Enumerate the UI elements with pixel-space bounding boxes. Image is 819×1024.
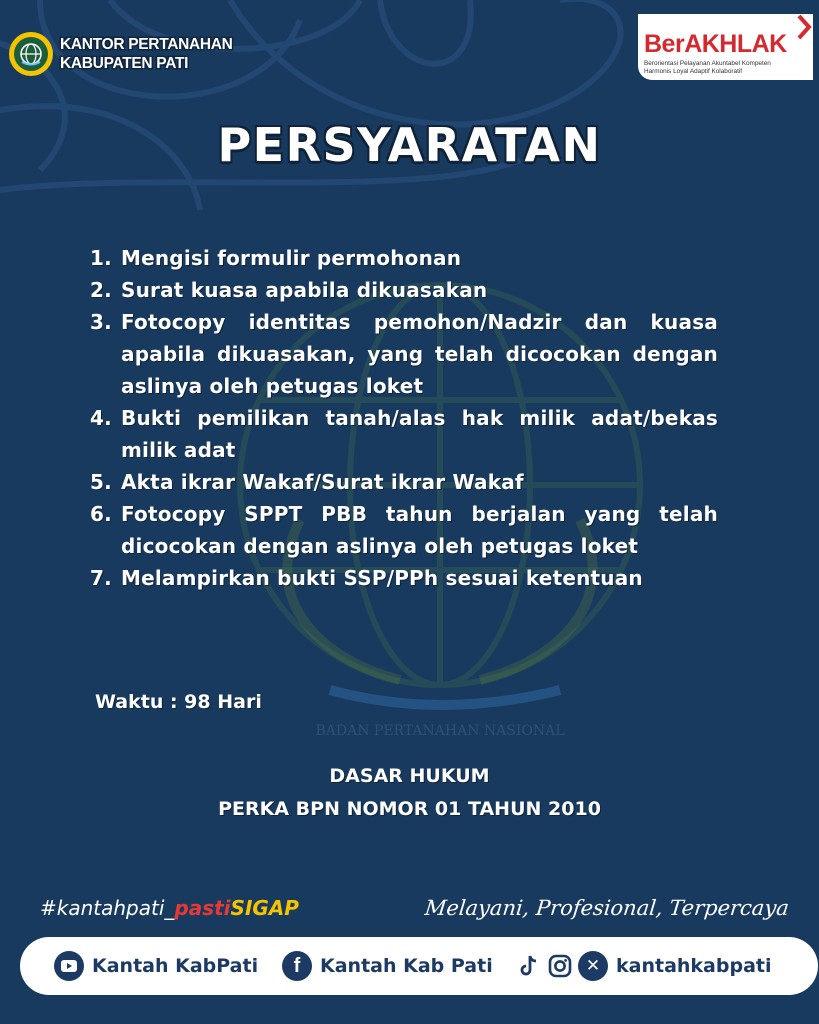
processing-time: Waktu : 98 Hari [95,691,262,713]
list-item [90,402,718,466]
handle-links[interactable] [516,937,772,995]
list-item-number: 5. [90,470,112,494]
requirements-list [90,242,718,594]
list-item [90,242,718,274]
list-item-text: Mengisi formulir permohonan [121,246,462,270]
berakhlak-badge [638,14,813,80]
watermark-text: BADAN PERTANAHAN NASIONAL [315,723,565,739]
list-item-number: 2. [90,278,112,302]
page-title: PERSYARATAN [217,118,602,172]
list-item-number: 6. [90,502,112,526]
list-item-text: Fotocopy identitas pemohon/Nadzir dan kuasa apabila dikuasakan, yang telah dicocokan dengan aslinya oleh petugas loket [121,310,718,398]
handle-label: kantahkabpati [616,955,772,977]
list-item-number: 4. [90,406,112,430]
tiktok-icon[interactable] [516,951,542,981]
social-media-bar [20,937,818,995]
office-name-line2: KABUPATEN PATI [60,55,189,72]
office-branding [8,28,233,80]
berakhlak-tagline-2: Harmonis Loyal Adaptif Kolaboratif [644,68,743,75]
motto: Melayani, Profesional, Terpercaya [423,896,791,920]
berakhlak-wordmark: BerAKHLAK [644,30,787,58]
list-item [90,466,718,498]
list-item [90,306,718,402]
list-item-number: 3. [90,310,112,334]
facebook-label: Kantah Kab Pati [320,955,493,977]
list-item-text: Fotocopy SPPT PBB tahun berjalan yang telah dicocokan dengan aslinya oleh petugas loket [121,502,718,558]
list-item-text: Melampirkan bukti SSP/PPh sesuai ketentuan [121,566,643,590]
berakhlak-tagline-1: Berorientasi Pelayanan Akuntabel Kompeten [644,60,771,67]
list-item-text: Akta ikrar Wakaf/Surat ikrar Wakaf [121,470,524,494]
list-item-text: Surat kuasa apabila dikuasakan [121,278,488,302]
youtube-icon [54,951,84,981]
list-item-number: 7. [90,566,112,590]
list-item-text: Bukti pemilikan tanah/alas hak milik adat/bekas milik adat [121,406,718,462]
list-item [90,274,718,306]
instagram-icon[interactable] [546,951,574,981]
facebook-icon: f [282,951,312,981]
legal-basis-reference: PERKA BPN NOMOR 01 TAHUN 2010 [218,798,601,820]
chevron-right-icon [796,12,814,42]
x-icon[interactable]: ✕ [578,951,608,981]
list-item [90,562,718,594]
youtube-link[interactable] [54,937,258,995]
bpn-logo-icon [8,31,54,77]
office-name-line1: KANTOR PERTANAHAN [60,36,233,53]
list-item [90,498,718,562]
list-item-number: 1. [90,246,112,270]
facebook-link[interactable] [282,937,493,995]
youtube-label: Kantah KabPati [92,955,259,977]
legal-basis [0,760,819,826]
legal-basis-heading: DASAR HUKUM [329,765,490,787]
campaign-hashtag: #kantahpati_pastiSIGAP [40,896,299,920]
